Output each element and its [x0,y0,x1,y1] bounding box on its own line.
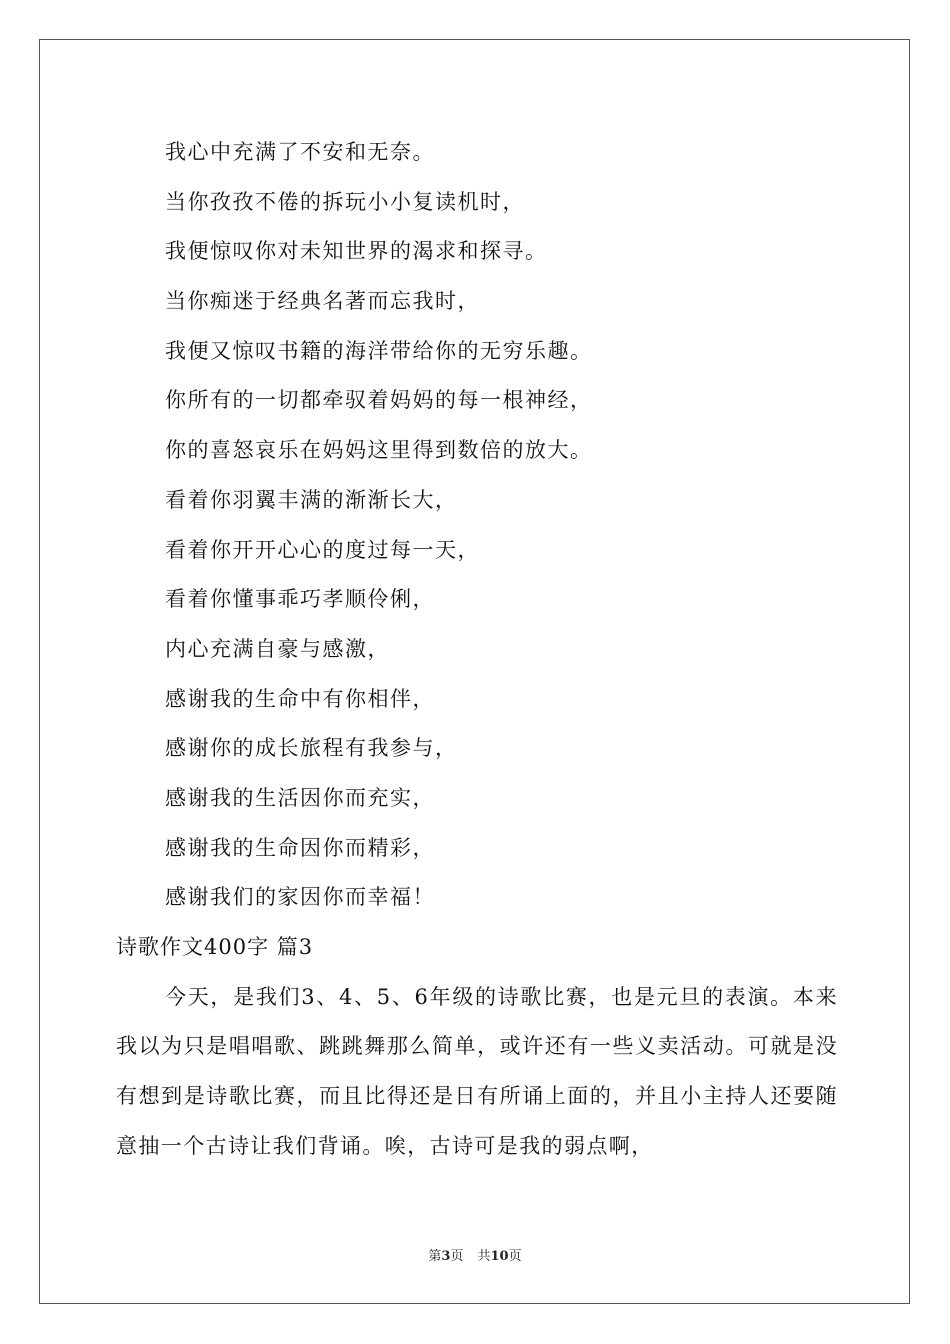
document-body [116,128,838,1172]
poem-line: 感谢你的成长旅程有我参与， [165,736,458,761]
poem-line: 感谢我的生命因你而精彩， [165,835,435,860]
poem-line: 当你痴迷于经典名著而忘我时， [165,289,480,314]
poem-line: 看着你开开心心的度过每一天， [165,537,480,562]
poem [116,128,838,923]
footer-total-prefix: 共 [477,1249,491,1264]
poem-line: 感谢我的生活因你而充实， [165,785,435,810]
poem-line: 看着你懂事乖巧孝顺伶俐， [165,587,435,612]
poem-line: 感谢我的生命中有你相伴， [165,686,435,711]
poem-line: 你的喜怒哀乐在妈妈这里得到数倍的放大。 [165,438,593,463]
page-footer [0,1245,950,1264]
poem-line: 我便惊叹你对未知世界的渴求和探寻。 [165,239,548,264]
poem-line: 感谢我们的家因你而幸福！ [165,885,435,910]
poem-line: 内心充满自豪与感激， [165,636,390,661]
body-paragraph: 今天，是我们3、4、5、6年级的诗歌比赛，也是元旦的表演。本来我以为只是唱唱歌、跳跳舞那么简单，或许还有一些义卖活动。可就是没有想到是诗歌比赛，而且比得还是日有所诵上面的，并且小主持人还要随意抽一个古诗让我们背诵。唉，古诗可是我的弱点啊， [116,984,838,1158]
poem-line: 我便又惊叹书籍的海洋带给你的无穷乐趣。 [165,338,593,363]
footer-page-number: 3 [441,1249,451,1264]
poem-line: 我心中充满了不安和无奈。 [165,140,435,164]
footer-total-unit: 页 [508,1249,522,1264]
footer-total-pages: 10 [490,1249,509,1264]
poem-line: 当你孜孜不倦的拆玩小小复读机时， [165,189,525,214]
footer-prefix: 第 [428,1249,442,1264]
poem-line: 看着你羽翼丰满的渐渐长大， [165,487,458,512]
poem-line: 你所有的一切都牵驭着妈妈的每一根神经， [165,388,593,413]
footer-page-unit: 页 [450,1249,464,1264]
section-heading: 诗歌作文400字 篇3 [116,935,314,959]
